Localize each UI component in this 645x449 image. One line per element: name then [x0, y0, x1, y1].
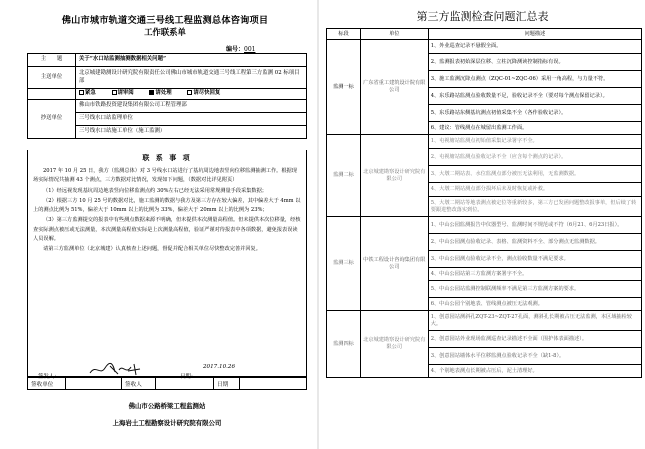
issue-cell: 4、个别地表测点长期被占压后，泥土清理好。 [428, 365, 641, 378]
contact-sheet-page [0, 0, 316, 449]
issue-cell: 4、中山公园站第三方监测方案署字不全。 [428, 268, 641, 281]
date-value: 2017.10.26 [203, 364, 236, 370]
cc-label: 抄送单位 [28, 100, 76, 139]
section-cell: 监测三标 [327, 217, 361, 311]
subject-value: 关于“水口站监测抽测数据相关问题” [76, 54, 307, 67]
issue-cell: 1、中山公园监测报告中仪器型号、监测时间不规范或不符（6月21、6月23日报）。 [428, 217, 641, 234]
unit-cell: 北京城建勘察设计研究院有限公司 [360, 311, 428, 378]
date-label: 日期： [180, 374, 197, 380]
paragraph: 请第三方监测单位（北京城建）认真核查上述问题，督促并配合相关单位尽快整改完善并回复。 [43, 246, 261, 252]
cc-value-2: 三号线水口站监理单位 [76, 113, 307, 126]
receipt-date-field[interactable] [240, 378, 307, 390]
handwritten-signature [88, 360, 146, 378]
option-reply-soon[interactable]: 请尽快回复 [187, 90, 220, 97]
checkbox-icon [112, 90, 117, 95]
checkbox-icon [79, 90, 84, 95]
contact-body [27, 150, 307, 380]
sheet-subtitle: 工作联系单 [144, 27, 186, 37]
issue-cell: 6、建议：管线测点在城留出监测工作面。 [428, 122, 641, 135]
cc-value-1: 佛山市铁路投资建设集团有限公司工程管理部 [76, 100, 307, 113]
unit-cell: 北京城建勘察设计研究院有限公司 [360, 135, 428, 217]
issue-cell: 3、创意园站墙体水平位移监测点验收记录不全（缺1-8）。 [428, 348, 641, 365]
issue-cell: 3、中山公园测点验收记录不全，测点验收数量不满足要求。 [428, 251, 641, 268]
option-handle[interactable]: 请处理 [149, 90, 171, 97]
issuing-org-1: 佛山市公路桥梁工程监测站 [128, 402, 206, 410]
table-row [327, 217, 642, 234]
page-divider [317, 0, 319, 449]
section-cell: 监测二标 [327, 135, 361, 217]
issue-cell: 4、大墩二期站测点部分损坏后未及时恢复或补救。 [428, 183, 641, 197]
options-spacer [28, 89, 76, 100]
header-description: 问题描述 [428, 29, 641, 40]
issue-cell: 2、中山公园测点验收记录、表格、监测资料不全、部分测点无监测数据。 [428, 234, 641, 251]
issue-cell: 1、创意园站测斜孔ZQT-23~ZQT-27孔面，测斜孔长期被占压无法监测，本区域抽检较大。 [428, 311, 641, 331]
recipient-value: 北京城建勘测设计研究院有限责任公司佛山市城市轨道交通三号线工程第三方监测 02 标项目部 [76, 67, 307, 89]
contact-title: 联 系 事 项 [142, 153, 192, 162]
summary-title: 第三方监测检查问题汇总表 [416, 10, 549, 23]
table-header-row [327, 29, 642, 40]
receipt-table [27, 377, 307, 390]
option-urgent[interactable]: 紧急 [79, 90, 96, 97]
issue-cell: 2、监测报表初始深层位移、立柱沉降测读控制指标有误。 [428, 54, 641, 71]
table-row [327, 40, 642, 54]
issue-cell: 1、屯视塘站监测点初始值采集记录署字不全。 [428, 135, 641, 149]
issue-cell: 5、大墩二期站等地表测点被定位等重新较多，第三方已发函问题整改报事单，但后续了转要跟进整改落实到位。 [428, 197, 641, 217]
number-label: 编号： [226, 46, 245, 53]
issue-cell: 4、东乐路站监测点验收数量不足，验收记录不全（要对每个测点保留记录）。 [428, 88, 641, 105]
sender-label: 签发人： [38, 374, 60, 380]
issue-cell: 2、屯视塘站监测点验收记录不全（应含每个测点的记录）。 [428, 149, 641, 166]
header-unit: 单位 [360, 29, 428, 40]
paragraph: （2）根据三方 10 月 25 号的数据对比，施工监测的数据与我方及第三方存在较大偏差，其中偏差大于 4mm 以上的测点比例为 51%，偏差大于 10mm 以上的比例为 33%，偏差大于 20mm 以上的比例为 23%； [33, 197, 301, 213]
paragraph: 2017 年 10 月 25 日，我方（监测总体）对 3 号线水口站进行了基坑周边地表竖向位移监测抽测工作。根据现场实际情况共抽测 43 个测点，三方数据对比情况，发现如下问题，（数据对比详见附页） [33, 168, 297, 184]
header-section: 标段 [327, 29, 361, 40]
unit-cell: 广东省重工建筑设计院有限公司 [360, 40, 428, 135]
header-form-table [27, 53, 307, 139]
checked-checkbox-icon [149, 90, 154, 95]
cc-value-3: 三号线水口站施工单位（施工监测） [76, 126, 307, 139]
section-cell: 监测四标 [327, 311, 361, 378]
options-row [76, 89, 307, 100]
issue-summary-page [320, 0, 645, 449]
checkbox-icon [187, 90, 192, 95]
receipt-person-field[interactable] [156, 378, 214, 390]
issue-cell: 6、中山公园个别地表、管线测点被压无法观测。 [428, 298, 641, 311]
receipt-unit-field[interactable] [66, 378, 122, 390]
recipient-label: 主送单位 [28, 67, 76, 89]
number-value: 001 [244, 46, 256, 53]
issue-cell: 5、东乐路站东侧基坑测点初值采集不全（各作验收记录）。 [428, 105, 641, 122]
issue-cell: 1、外业巡查记录不悬假全面。 [428, 40, 641, 54]
paragraph: （3）第三方监测提交的报表中有些测点数据来源不明确，但未提供本次测量高程值。但未提供本次位移量，经核查实际测点被压或无法测量，本次测量高程值实际是上次测量高程值，验证严谨对待报表中各项数据，避免报表误读人员误解。 [33, 217, 301, 242]
receipt-person-label: 签收人 [122, 378, 156, 390]
project-title: 佛山市城市轨道交通三号线工程监测总体咨询项目 [61, 15, 269, 26]
issue-cell: 5、中山公园站监测控制联测频率不满足第三方监测方案的要求。 [428, 281, 641, 298]
table-row [327, 311, 642, 331]
issue-summary-table [326, 28, 642, 378]
subject-label: 主 题 [28, 54, 76, 67]
receipt-unit-label: 签收单位 [28, 378, 66, 390]
section-cell: 监测一标 [327, 40, 361, 135]
issue-cell: 2、创意园站外业现场监测巡查记录描述不全面（围护体表面描述）。 [428, 331, 641, 348]
issue-cell: 3、施工监测沉降点测点（ZQC-01~ZQC-06）采用一角高程，与力量不符。 [428, 71, 641, 88]
table-row [327, 135, 642, 149]
option-review[interactable]: 请审阅 [112, 90, 134, 97]
paragraph: （1）经远视发现基坑周边地表竖向位移监测点约 30%左右已经无法采用常规测量手段采集数据； [43, 187, 267, 194]
receipt-date-label: 日期 [214, 378, 240, 390]
unit-cell: 中铁工程设计咨询集团有限公司 [360, 217, 428, 311]
issuing-org-2: 上海岩土工程勘察设计研究院有限公司 [112, 419, 222, 427]
issue-cell: 3、大墩二期站表、水位监测点部分被压无法利用，无监测数据。 [428, 166, 641, 183]
sheet-number [226, 44, 255, 53]
